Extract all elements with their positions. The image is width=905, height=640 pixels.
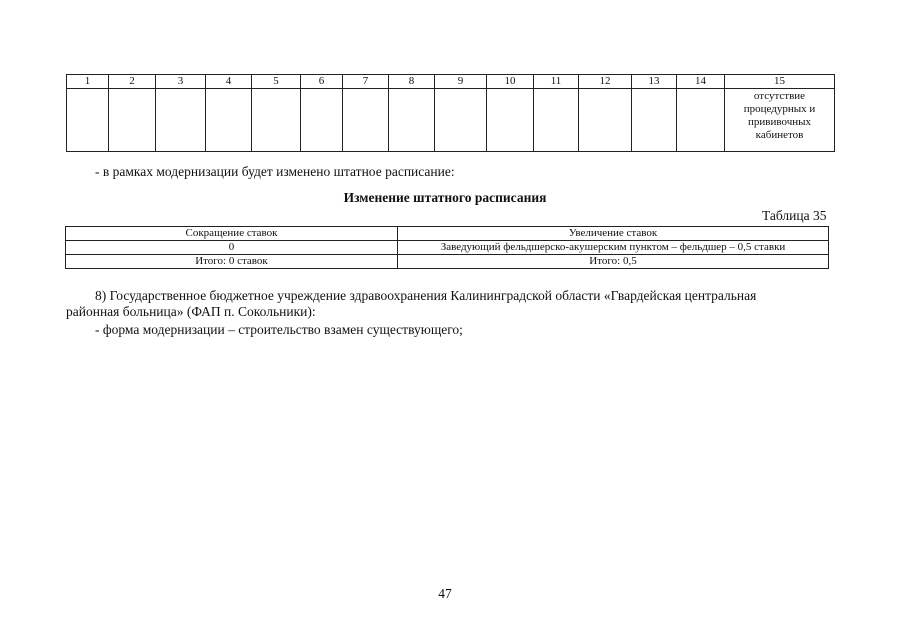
note-line: отсутствие: [753, 90, 806, 102]
note-line: процедурных и: [743, 103, 816, 115]
header-cell-increase: Увеличение ставок: [398, 227, 829, 241]
column-number-cell: 13: [632, 75, 677, 89]
empty-cell: [677, 89, 725, 152]
note-cell: [725, 89, 835, 152]
staff-change-paragraph: - в рамках модернизации будет изменено штатное расписание:: [95, 164, 455, 179]
column-number-cell: 9: [435, 75, 487, 89]
empty-cell: [435, 89, 487, 152]
table-caption: Таблица 35: [762, 208, 827, 223]
column-number-cell: 4: [206, 75, 252, 89]
note-line: кабинетов: [755, 129, 804, 141]
table-header-row: [67, 75, 835, 89]
page-number: 47: [438, 586, 452, 601]
empty-cell: [389, 89, 435, 152]
column-number-cell: 11: [534, 75, 579, 89]
item-8-line-2: районная больница» (ФАП п. Сокольники):: [66, 304, 316, 319]
staff-schedule-table: [65, 226, 829, 269]
column-number-cell: 8: [389, 75, 435, 89]
empty-cell: [109, 89, 156, 152]
empty-cell: [301, 89, 343, 152]
column-number-cell: 1: [67, 75, 109, 89]
section-heading: Изменение штатного расписания: [343, 190, 547, 205]
empty-cell: [156, 89, 206, 152]
column-number-cell: 5: [252, 75, 301, 89]
item-8-line-1: 8) Государственное бюджетное учреждение здравоохранения Калининградской области «Гвардейская центральная: [95, 288, 757, 303]
form-paragraph: - форма модернизации – строительство взамен существующего;: [95, 322, 463, 337]
column-number-cell: 7: [343, 75, 389, 89]
cell-total-increase: Итого: 0,5: [398, 255, 829, 269]
column-number-cell: 2: [109, 75, 156, 89]
note-line: прививочных: [748, 116, 811, 128]
table-row: [66, 241, 829, 255]
column-number-cell: 3: [156, 75, 206, 89]
column-number-cell: 10: [487, 75, 534, 89]
empty-cell: [343, 89, 389, 152]
empty-cell: [534, 89, 579, 152]
empty-cell: [579, 89, 632, 152]
table-header-row: [66, 227, 829, 241]
table-total-row: [66, 255, 829, 269]
cell-total-reduce: Итого: 0 ставок: [66, 255, 398, 269]
column-number-cell: 14: [677, 75, 725, 89]
cell-reduce-value: 0: [66, 241, 398, 255]
numbered-table: [66, 74, 835, 152]
header-cell-reduce: Сокращение ставок: [66, 227, 398, 241]
column-number-cell: 6: [301, 75, 343, 89]
column-number-cell: 12: [579, 75, 632, 89]
empty-cell: [487, 89, 534, 152]
empty-cell: [252, 89, 301, 152]
empty-cell: [67, 89, 109, 152]
table-row: [67, 89, 835, 152]
column-number-cell: 15: [725, 75, 835, 89]
empty-cell: [206, 89, 252, 152]
empty-cell: [632, 89, 677, 152]
cell-increase-value: Заведующий фельдшерско-акушерским пунктом – фельдшер – 0,5 ставки: [398, 241, 829, 255]
